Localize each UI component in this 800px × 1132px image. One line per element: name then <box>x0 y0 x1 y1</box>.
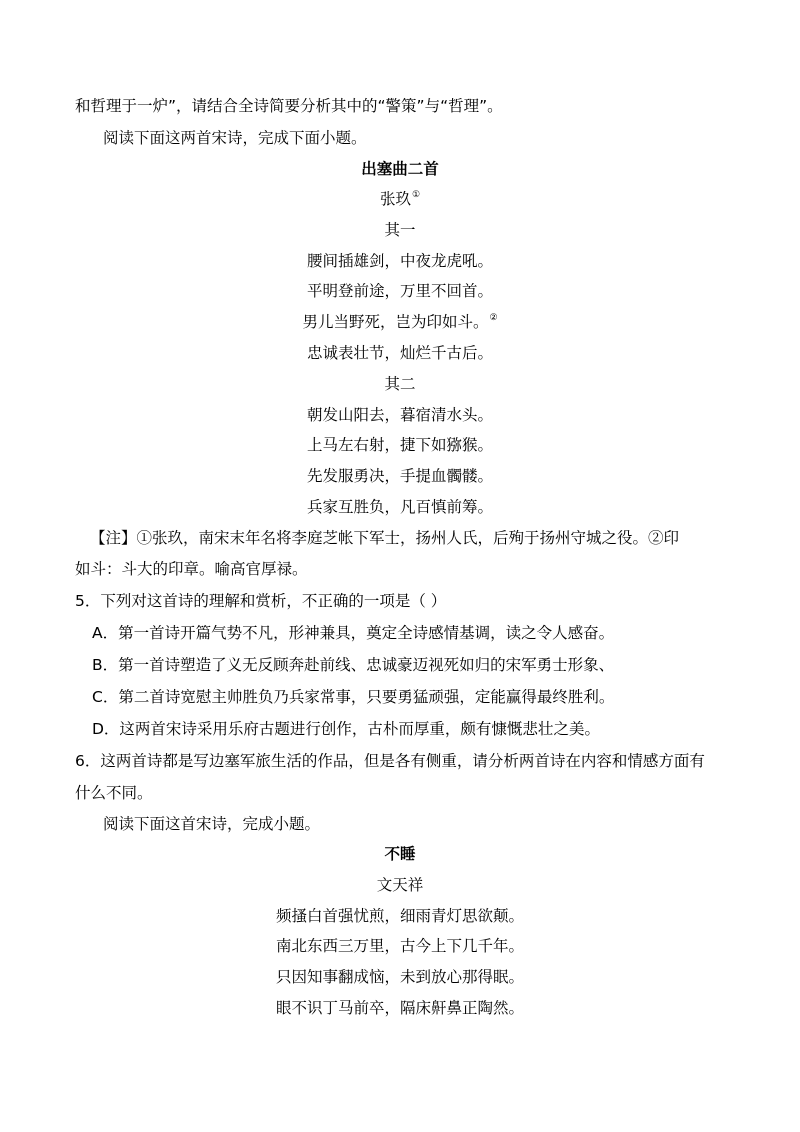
poem-line: 兵家互胜负，凡百慎前筹。 <box>306 498 493 516</box>
poem-section-title: 其一 <box>384 221 416 239</box>
intro-text: 和哲理于一炉”，请结合全诗简要分析其中的“警策”与“哲理”。 <box>75 97 503 115</box>
reading-instruction: 阅读下面这两首宋诗，完成下面小题。 <box>103 129 367 147</box>
poem-line: 腰间插雄剑，中夜龙虎吼。 <box>306 252 493 270</box>
option-c: C．第二首诗宽慰主帅胜负乃兵家常事，只要勇猛顽强，定能赢得最终胜利。 <box>92 688 615 706</box>
poem-line: 南北东西三万里，古今上下几千年。 <box>275 937 524 955</box>
poem-title: 不睡 <box>384 845 416 863</box>
poem-author <box>0 188 800 213</box>
poem-line: 上马左右射，捷下如猕猴。 <box>306 436 493 454</box>
poem-title: 出塞曲二首 <box>361 160 439 178</box>
poem-line: 眼不识丁马前卒，隔床鼾鼻正陶然。 <box>275 999 524 1017</box>
question-6: 6．这两首诗都是写边塞军旅生活的作品，但是各有侧重，请分析两首诗在内容和情感方面有 <box>75 752 705 770</box>
question-5-stem: 5．下列对这首诗的理解和赏析，不正确的一项是（ ） <box>75 592 447 610</box>
reading-instruction: 阅读下面这首宋诗，完成小题。 <box>103 815 321 833</box>
poem-line: 频搔白首强忧煎，细雨青灯思欲颠。 <box>275 907 524 925</box>
option-a: A．第一首诗开篇气势不凡，形神兼具，奠定全诗感情基调，读之令人感奋。 <box>92 624 615 642</box>
poem-line: 只因知事翻成恼，未到放心那得眠。 <box>275 968 524 986</box>
poem-author: 文天祥 <box>376 876 424 894</box>
option-d: D．这两首宋诗采用乐府古题进行创作，古朴而厚重，颇有慷慨悲壮之美。 <box>92 720 600 738</box>
footnote-mark: ① <box>411 190 421 200</box>
poem-line-text: 男儿当野死，岂为印如斗。 <box>302 313 489 331</box>
poem-line: 忠诚表壮节，灿烂千古后。 <box>306 344 493 362</box>
poem-line: 平明登前途，万里不回首。 <box>306 282 493 300</box>
question-6-cont: 什么不同。 <box>75 784 153 802</box>
annotation: 【注】①张玖，南宋末年名将李庭芝帐下军士，扬州人氏，后殉于扬州守城之役。②印 <box>90 529 680 547</box>
annotation: 如斗：斗大的印章。喻高官厚禄。 <box>75 560 308 578</box>
poem-section-title: 其二 <box>384 375 416 393</box>
poem-line: 先发服勇决，手提血髑髅。 <box>306 467 493 485</box>
poem-line <box>0 311 800 336</box>
option-b: B．第一首诗塑造了义无反顾奔赴前线、忠诚豪迈视死如归的宋军勇士形象、 <box>92 656 615 674</box>
poem-line: 朝发山阳去，暮宿清水头。 <box>306 406 493 424</box>
author-name: 张玖 <box>379 190 411 208</box>
footnote-mark: ② <box>489 313 498 323</box>
